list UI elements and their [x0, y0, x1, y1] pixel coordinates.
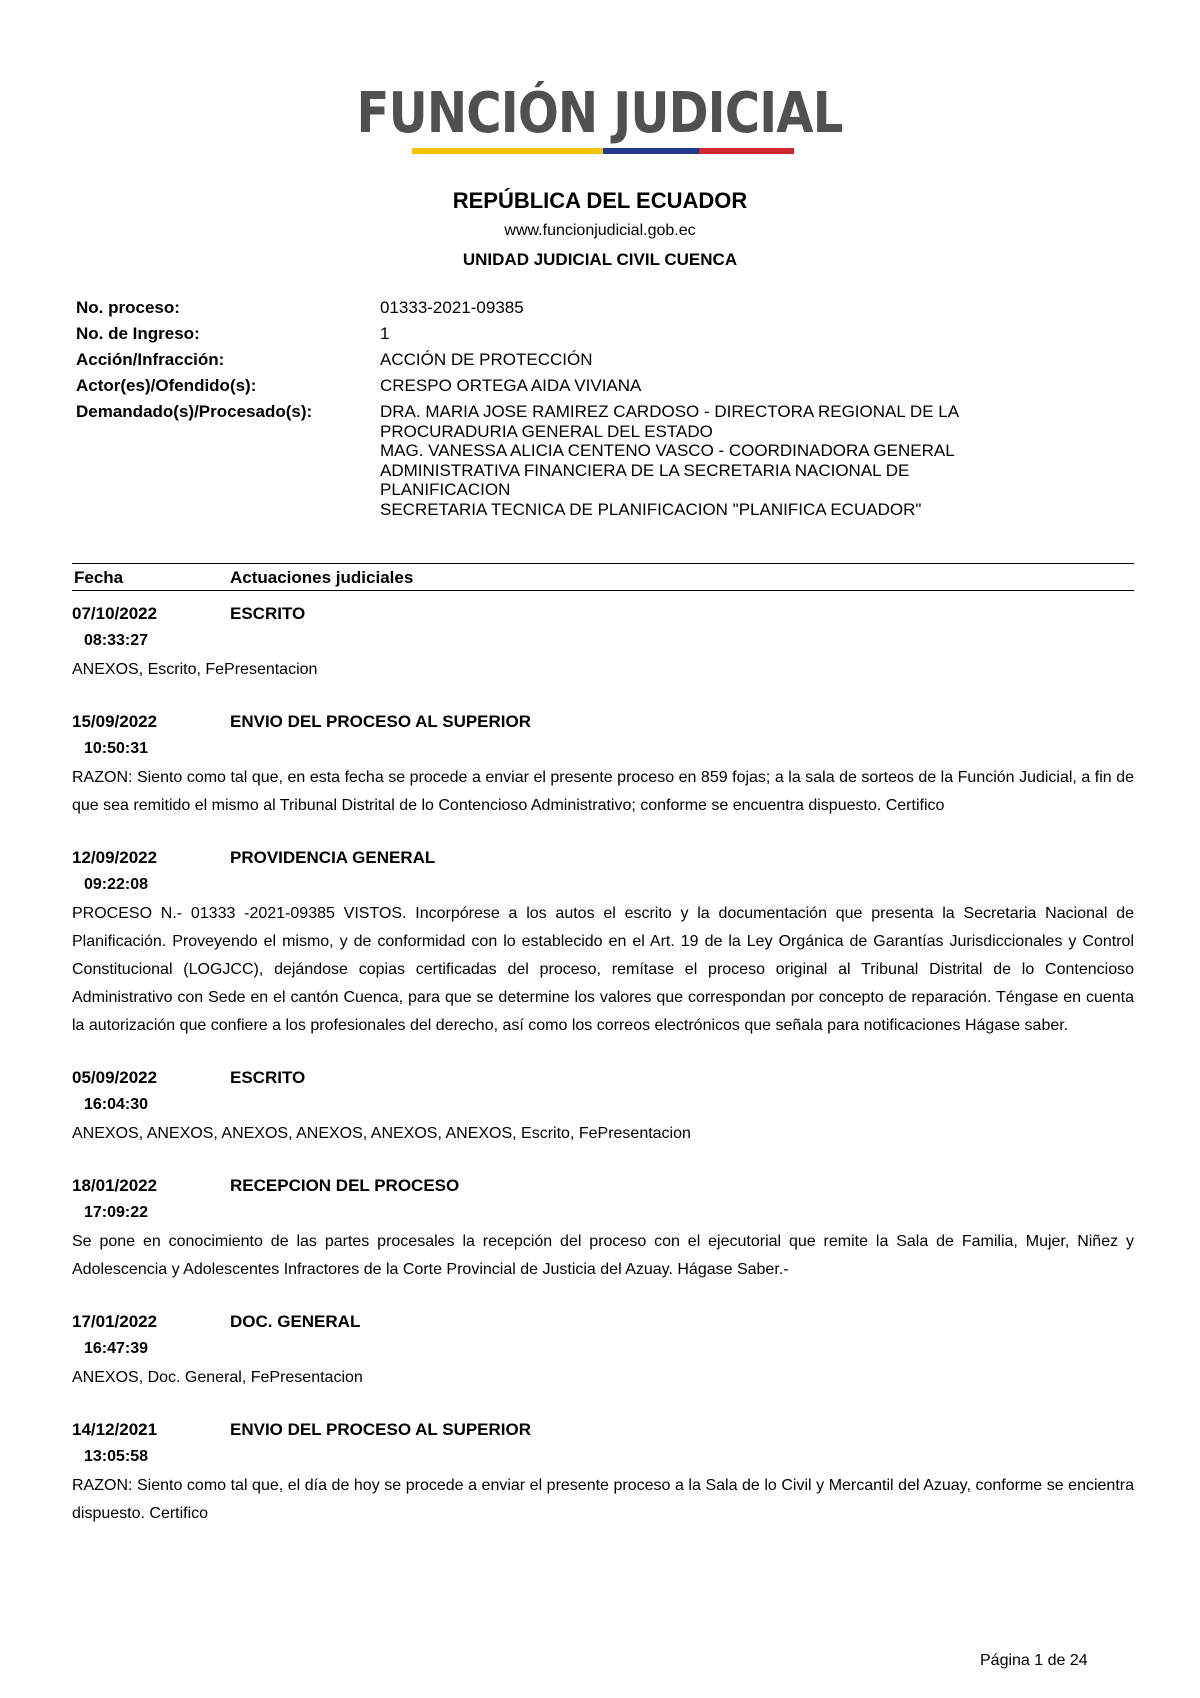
entry-number-row — [76, 324, 1136, 344]
flag-red — [699, 148, 795, 154]
entry-date: 17/01/2022 — [72, 1312, 158, 1331]
entry-type: PROVIDENCIA GENERAL — [230, 848, 436, 867]
defendant-line: PLANIFICACION — [380, 480, 511, 499]
entry-time: 10:50:31 — [84, 740, 149, 757]
defendant-line: ADMINISTRATIVA FINANCIERA DE LA SECRETARIA NACIONAL DE — [380, 460, 910, 480]
action-entry — [72, 1312, 1134, 1392]
entry-date: 12/09/2022 — [72, 848, 158, 867]
entry-body: RAZON: Siento como tal que, el día de hoy se procede a enviar el presente proceso a la Sala de lo Civil y Mercantil del Azuay, conforme se encientra dispuesto. Certifico — [72, 1477, 1134, 1522]
entry-date: 05/09/2022 — [72, 1068, 158, 1087]
defendant-row — [76, 402, 1136, 519]
entry-body: PROCESO N.- 01333 -2021-09385 VISTOS. Incorpórese a los autos el escrito y la documentación que presenta la Secretaria Nacional de Planificación. Proveyendo el mismo, y de conformidad con lo establecido en el Art. 19 de la Ley Orgánica de Garantías Jurisdiccionales y Control Constitucional (LOGJCC), dejándose copias certificadas del proceso, remítase el proceso original al Tribunal Distrital de lo Contencioso Administrativo con Sede en el cantón Cuenca, para que se determine los valores que correspondan por concepto de reparación. Téngase en cuenta la autorización que confiere a los profesionales del derecho, así como los correos electrónicos que señala para notificaciones Hágase saber. — [72, 905, 1134, 1034]
action-value: ACCIÓN DE PROTECCIÓN — [380, 350, 593, 369]
entry-body: RAZON: Siento como tal que, en esta fecha se procede a enviar el presente proceso en 859 fojas; a la sala de sorteos de la Función Judicial, a fin de que sea remitido el mismo al Tribunal Distrital de lo Contencioso Administrativo; conforme se encuentra dispuesto. Certifico — [72, 769, 1134, 814]
defendant-line: MAG. VANESSA ALICIA CENTENO VASCO - COORDINADORA GENERAL — [380, 441, 955, 460]
entry-body: ANEXOS, Escrito, FePresentacion — [72, 661, 318, 678]
actor-label: Actor(es)/Ofendido(s): — [76, 376, 257, 395]
entry-time: 08:33:27 — [84, 632, 149, 649]
defendant-line: DRA. MARIA JOSE RAMIREZ CARDOSO - DIRECTORA REGIONAL DE LA — [380, 402, 960, 421]
entry-date: 15/09/2022 — [72, 712, 158, 731]
actor-row — [76, 376, 1136, 396]
actions-table-header — [72, 563, 1134, 591]
entry-body: ANEXOS, Doc. General, FePresentacion — [72, 1369, 363, 1386]
col-actions-header: Actuaciones judiciales — [230, 568, 414, 587]
entry-type: ENVIO DEL PROCESO AL SUPERIOR — [230, 712, 532, 731]
flag-blue — [603, 148, 699, 154]
judicial-unit: UNIDAD JUDICIAL CIVIL CUENCA — [462, 250, 738, 269]
action-entry — [72, 1068, 1134, 1148]
entry-type: ENVIO DEL PROCESO AL SUPERIOR — [230, 1420, 532, 1439]
case-number-label: No. proceso: — [76, 298, 180, 317]
case-number-row — [76, 298, 1136, 318]
entry-body: ANEXOS, ANEXOS, ANEXOS, ANEXOS, ANEXOS, ANEXOS, Escrito, FePresentacion — [72, 1125, 691, 1142]
entry-time: 17:09:22 — [84, 1204, 149, 1221]
entry-type: DOC. GENERAL — [230, 1312, 361, 1331]
entry-number-value: 1 — [380, 324, 390, 343]
actor-value: CRESPO ORTEGA AIDA VIVIANA — [380, 376, 642, 395]
entry-date: 07/10/2022 — [72, 604, 158, 623]
case-info — [76, 298, 1136, 525]
defendant-value — [380, 402, 1136, 519]
entry-time: 16:04:30 — [84, 1096, 149, 1113]
entry-type: ESCRITO — [230, 604, 306, 623]
entry-time: 09:22:08 — [84, 876, 149, 893]
action-entry — [72, 848, 1134, 1040]
flag-yellow — [412, 148, 603, 154]
entry-time: 13:05:58 — [84, 1448, 149, 1465]
action-entry — [72, 712, 1134, 820]
action-row — [76, 350, 1136, 370]
entry-body: Se pone en conocimiento de las partes procesales la recepción del proceso con el ejecutorial que remite la Sala de Familia, Mujer, Niñez y Adolescencia y Adolescentes Infractores de la Corte Provincial de Justicia del Azuay. Hágase Saber.- — [72, 1233, 1134, 1278]
entry-time: 16:47:39 — [84, 1340, 149, 1357]
action-entry — [72, 1420, 1134, 1528]
actions-list — [72, 604, 1134, 1556]
logo — [0, 82, 1200, 146]
col-date-header: Fecha — [74, 568, 124, 587]
defendant-line: SECRETARIA TECNICA DE PLANIFICACION "PLANIFICA ECUADOR" — [380, 499, 922, 519]
entry-date: 14/12/2021 — [72, 1420, 158, 1439]
entry-date: 18/01/2022 — [72, 1176, 158, 1195]
defendant-line: PROCURADURIA GENERAL DEL ESTADO — [380, 421, 713, 441]
entry-number-label: No. de Ingreso: — [76, 324, 200, 343]
flag-color-bar — [412, 148, 794, 154]
action-label: Acción/Infracción: — [76, 350, 225, 369]
action-entry — [72, 1176, 1134, 1284]
action-entry — [72, 604, 1134, 684]
country-title: REPÚBLICA DEL ECUADOR — [452, 188, 748, 213]
entry-type: ESCRITO — [230, 1068, 306, 1087]
logo-text: FUNCIÓN JUDICIAL — [357, 81, 843, 146]
website-url: www.funcionjudicial.gob.ec — [504, 222, 696, 239]
case-number-value: 01333-2021-09385 — [380, 298, 524, 317]
defendant-label: Demandado(s)/Procesado(s): — [76, 402, 313, 421]
entry-type: RECEPCION DEL PROCESO — [230, 1176, 460, 1195]
page-number: Página 1 de 24 — [980, 1652, 1088, 1669]
